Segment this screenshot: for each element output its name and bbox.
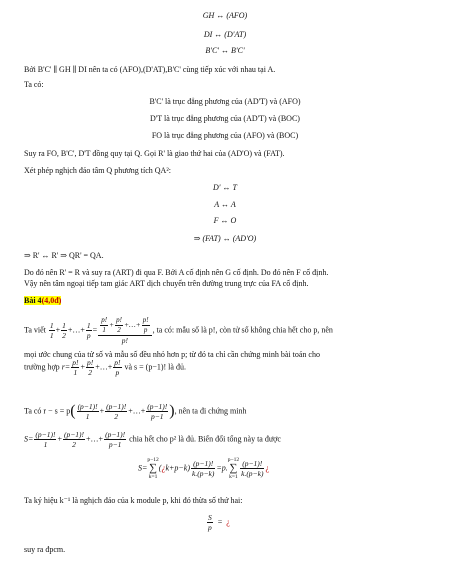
paragraph-implication: ⇒ R' ↔ R' ⇒ QR' = QA. [24,251,104,260]
paragraph-boi: Bởi B'C' ∥ GH ∥ DI nên ta có (AFO),(D'AT),B'C' cùng tiếp xúc với nhau tại A. [24,65,276,74]
ta-viet-mid: , ta có: mẫu số là p!, còn tử số không chia hết cho p, nên [152,325,333,335]
problem-heading [24,296,61,306]
equation-di-dat: DI ↔ (D'AT) [203,30,247,39]
inversion-3: F ↔ O [213,216,237,225]
paragraph-r-minus-s: Ta có r − s = p( $\frac{(p-1)!}{1}$ + $\frac{(p-1)!}{2}$ +…+ $\frac{(p-1)!}{p-1}$ ), nên ta đi chứng minh [24,402,247,421]
frac-1-1: $\frac{1}{1}$ [49,321,54,340]
unknown-glyph-2: ¿ [265,463,270,473]
paragraph-truong-hop: trường hợp r= $\frac{p!}{1}$ + $\frac{p!}{2}$ +…+ $\frac{p!}{p}$ và s = (p−1)! là đủ. [24,358,186,377]
frac-big: $\frac{p!}{1}$ + $\frac{p!}{2}$ +…+ $\frac{p!}{p}$ p! [98,316,151,345]
inversion-1: D' ↔ T [213,183,237,192]
frac-1-2: $\frac{1}{2}$ [62,321,66,340]
frac-pm1-1: $\frac{(p-1)!}{1}$ [77,402,98,421]
truong-hop-label: trường hợp [24,362,60,372]
paragraph-vay: Vậy nên tâm ngoại tiếp tam giác ART dịch chuyển trên đường trung trực của FA cố định. [24,279,309,288]
truong-hop-end: và s = (p−1)! là đủ. [124,362,186,372]
summation-equation: S=p−12 ∑ k=1(¿k+p−k) $\frac{(p-1)!}{k.(p-k)}$ =p.p−12 ∑ k=1 $\frac{(p-1)!}{k.(p-k)}$ ¿ [138,457,270,480]
radical-axis-3: FO là trục đẳng phương của (AFO) và (BOC) [151,131,299,140]
sum-symbol-2: p−12 ∑ k=1 [227,457,240,480]
problem-points: (4,0đ) [41,296,62,305]
frac-pp: $\frac{p!}{p}$ [114,358,121,377]
paragraph-ta-co: Ta có: [24,80,44,89]
sum-symbol-1: p−12 ∑ k=1 [147,457,159,480]
radical-axis-1: B'C' là trục đẳng phương của (AD'T) và (AFO) [149,97,301,106]
unknown-glyph-3: ¿ [226,517,230,527]
r-minus-s-end: , nên ta đi chứng minh [174,406,247,416]
frac-s1: $\frac{(p-1)!}{1}$ [35,430,56,449]
paragraph-moi-uoc: mọi ước chung của tử số và mẫu số đều nhỏ hơn p; từ đó ta chỉ cần chứng minh bài toán cho [24,350,320,359]
problem-title-highlight [24,296,61,305]
paragraph-ta-viet: Ta viết $\frac{1}{1}$ + $\frac{1}{2}$ +…+ $\frac{1}{p}$ = $\frac{p!}{1}$ + $\frac{p!}{2}$ +…+ $\frac{p!}{p}$ p! , ta có: mẫu số là p!, còn tử số không chia hết cho p, nên [24,316,333,345]
frac-s-over-p: $\frac{S}{p}$ [208,513,212,532]
frac-pm1-pm1: $\frac{(p-1)!}{p-1}$ [147,402,168,421]
inversion-4: ⇒ (FAT) ↔ (AD'O) [193,234,257,243]
frac-sum-2: $\frac{(p-1)!}{k.(p-k)}$ [241,459,264,478]
inversion-2: A ↔ A [214,200,236,209]
paragraph-end: suy ra đpcm. [24,545,66,554]
frac-p2: $\frac{p!}{2}$ [86,358,94,377]
frac-sum-1: $\frac{(p-1)!}{k.(p-k)}$ [192,459,215,478]
paragraph-ky-hieu: Ta ký hiệu k⁻¹ là nghịch đảo của k module p, khi đó thừa số thứ hai: [24,496,243,505]
frac-pm1-2: $\frac{(p-1)!}{2}$ [106,402,127,421]
r-minus-s-label: Ta có r − s = p [24,406,71,416]
problem-title: Bài 4 [24,296,42,305]
s-sum-end: chia hết cho p² là đủ. Biến đổi tổng này ta được [129,434,281,444]
frac-s2: $\frac{(p-1)!}{2}$ [63,430,85,449]
paragraph-do-do: Do đó nên R' = R và suy ra (ART) đi qua F. Bởi A cố định nên G cố định. Do đó nên F cố định. [24,268,329,277]
paragraph-s-sum: S= $\frac{(p-1)!}{1}$ + $\frac{(p-1)!}{2}$ +…+ $\frac{(p-1)!}{p-1}$ chia hết cho p² là đủ. Biến đổi tổng này ta được [24,430,281,449]
radical-axis-2: D'T là trục đẳng phương của (AD'T) và (BOC) [150,114,300,123]
ta-viet-label: Ta viết [24,325,46,335]
equation-gh-afo: GH ↔ (AFO) [202,11,248,20]
equation-bc-bc: B'C' ↔ B'C' [205,46,245,55]
frac-s3: $\frac{(p-1)!}{p-1}$ [105,430,126,449]
s-over-p-equation: $\frac{S}{p}$ = ¿ [208,513,230,532]
unknown-glyph-1: ¿ [161,463,166,473]
frac-p1: $\frac{p!}{1}$ [72,358,79,377]
paragraph-xet: Xét phép nghịch đảo tâm Q phương tích QA²: [24,166,171,175]
frac-1-p: $\frac{1}{p}$ [86,321,91,340]
paragraph-suy-ra: Suy ra FO, B'C', D'T đồng quy tại Q. Gọi R' là giao thứ hai của (AD'O) và (FAT). [24,149,285,158]
